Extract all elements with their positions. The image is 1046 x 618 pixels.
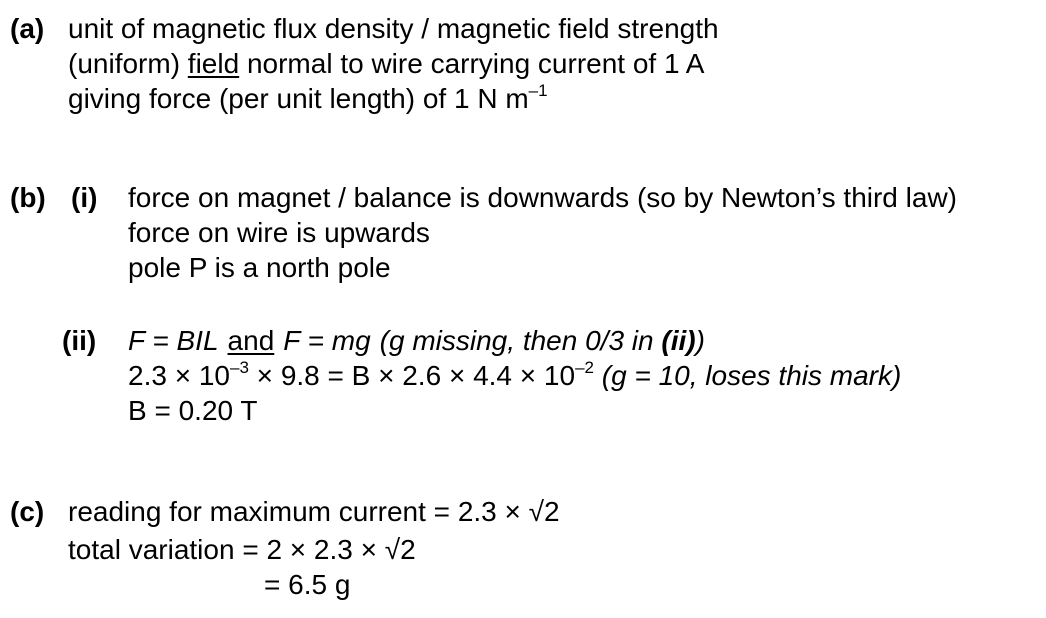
equation-2-part-a: 2.3 × 10	[128, 360, 230, 391]
part-a-line-2	[68, 47, 704, 81]
part-b-ii-result: B = 0.20 T	[128, 395, 258, 426]
g-missing-note-end: )	[695, 325, 705, 356]
equation-2-part-b: × 9.8 = B × 2.6 × 4.4 × 10	[248, 360, 576, 391]
equation-2-exponent-2: –2	[575, 358, 594, 377]
part-c-line-3: = 6.5 g	[264, 569, 351, 600]
part-a-label: (a)	[10, 13, 45, 44]
part-b-i-line-1: force on magnet / balance is downwards (so by Newton’s third law)	[128, 182, 957, 213]
force-bil-equation: F = BIL	[128, 325, 219, 356]
and-underlined: and	[227, 325, 275, 356]
g-missing-note: (g missing, then 0/3 in	[379, 325, 662, 356]
part-c-label: (c)	[10, 496, 45, 527]
part-b-i-line-2: force on wire is upwards	[128, 217, 430, 248]
part-a-underlined-field: field	[187, 48, 240, 79]
part-b-ii-equation-1	[128, 324, 705, 358]
g-ten-note: (g = 10, loses this mark)	[593, 360, 902, 391]
part-b-ii-label: (ii)	[62, 325, 97, 356]
part-a-line-3	[68, 82, 548, 116]
part-a-line-3-text: giving force (per unit length) of 1 N m	[68, 83, 529, 114]
part-a-line-2-prefix: (uniform)	[68, 48, 188, 79]
part-c-line-2: total variation = 2 × 2.3 × √2	[68, 534, 416, 565]
part-c-line-1: reading for maximum current = 2.3 × √2	[68, 496, 560, 527]
part-a-line-3-exponent: –1	[528, 81, 548, 100]
part-b-i-label: (i)	[71, 182, 98, 213]
part-b-label: (b)	[10, 182, 46, 213]
part-b-ii-equation-2	[128, 359, 901, 393]
force-mg-equation: F = mg	[283, 325, 371, 356]
part-a-line-1: unit of magnetic flux density / magnetic field strength	[68, 13, 719, 44]
equation-2-exponent-1: –3	[229, 358, 249, 377]
part-b-i-line-3: pole P is a north pole	[128, 252, 391, 283]
part-a-line-2-suffix: normal to wire carrying current of 1 A	[239, 48, 705, 79]
g-missing-note-part: (ii)	[661, 325, 696, 356]
